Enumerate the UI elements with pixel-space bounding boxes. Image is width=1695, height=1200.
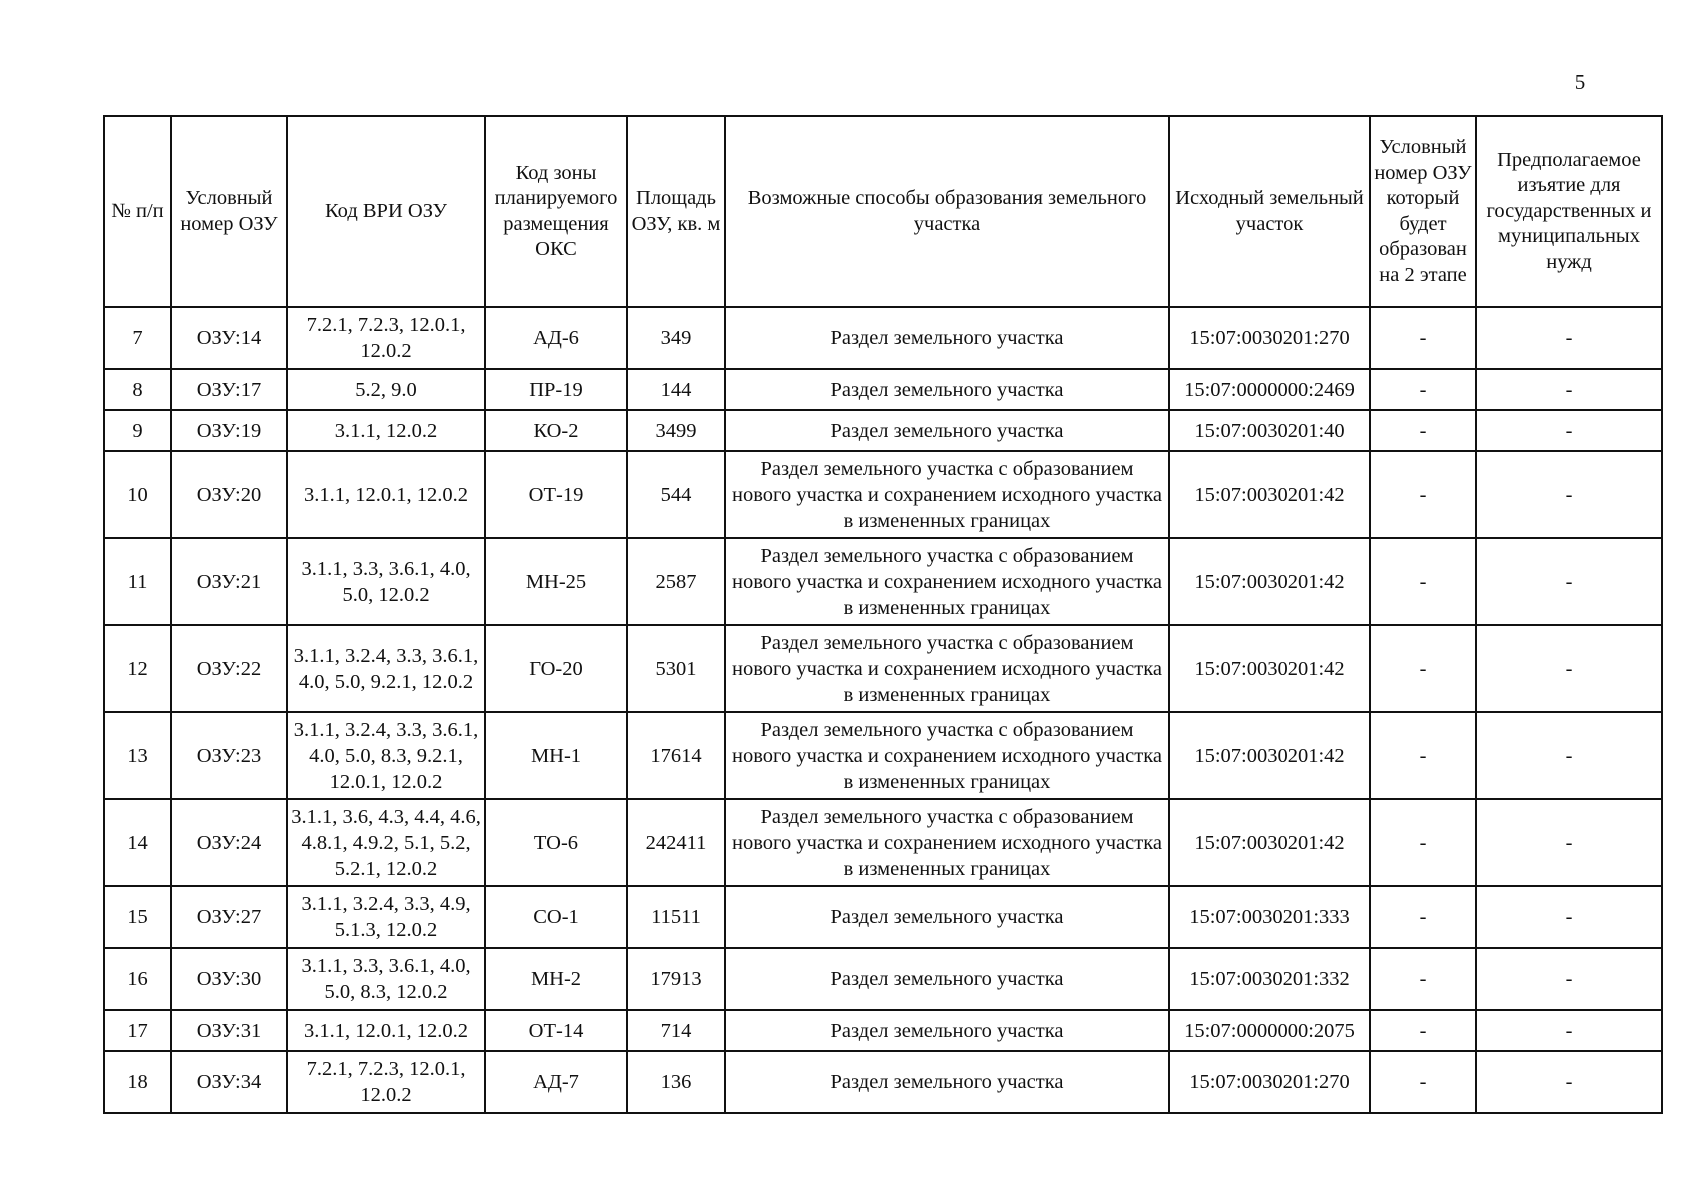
cell-zone-code: ОТ-19 — [485, 451, 627, 538]
cell-seizure: - — [1476, 625, 1662, 712]
cell-vri-code: 3.1.1, 12.0.1, 12.0.2 — [287, 1010, 485, 1051]
cell-ozu-number: ОЗУ:22 — [171, 625, 287, 712]
cell-stage2-number: - — [1370, 1010, 1476, 1051]
cell-area: 714 — [627, 1010, 725, 1051]
cell-row-index: 9 — [104, 410, 171, 451]
cell-row-index: 8 — [104, 369, 171, 410]
cell-source-plot: 15:07:0030201:40 — [1169, 410, 1370, 451]
cell-vri-code: 7.2.1, 7.2.3, 12.0.1, 12.0.2 — [287, 307, 485, 369]
cell-stage2-number: - — [1370, 369, 1476, 410]
cell-ozu-number: ОЗУ:24 — [171, 799, 287, 886]
cell-formation-method: Раздел земельного участка — [725, 369, 1169, 410]
cell-row-index: 18 — [104, 1051, 171, 1113]
cell-source-plot: 15:07:0030201:42 — [1169, 799, 1370, 886]
header-cell-source-plot: Исходный земельный участок — [1169, 116, 1370, 307]
cell-source-plot: 15:07:0030201:333 — [1169, 886, 1370, 948]
cell-formation-method: Раздел земельного участка — [725, 1051, 1169, 1113]
table-row — [104, 712, 1662, 799]
cell-source-plot: 15:07:0000000:2075 — [1169, 1010, 1370, 1051]
header-cell-area: Площадь ОЗУ, кв. м — [627, 116, 725, 307]
cell-formation-method: Раздел земельного участка — [725, 410, 1169, 451]
header-cell-ozu-number: Условный номер ОЗУ — [171, 116, 287, 307]
table-row — [104, 451, 1662, 538]
cell-seizure: - — [1476, 410, 1662, 451]
cell-zone-code: ТО-6 — [485, 799, 627, 886]
cell-seizure: - — [1476, 451, 1662, 538]
cell-zone-code: АД-7 — [485, 1051, 627, 1113]
cell-seizure: - — [1476, 948, 1662, 1010]
cell-seizure: - — [1476, 369, 1662, 410]
cell-zone-code: МН-1 — [485, 712, 627, 799]
cell-stage2-number: - — [1370, 625, 1476, 712]
cell-seizure: - — [1476, 1010, 1662, 1051]
cell-ozu-number: ОЗУ:14 — [171, 307, 287, 369]
header-cell-seizure: Предполагаемое изъятие для государственных и муниципальных нужд — [1476, 116, 1662, 307]
cell-area: 5301 — [627, 625, 725, 712]
table-row — [104, 307, 1662, 369]
cell-row-index: 16 — [104, 948, 171, 1010]
cell-source-plot: 15:07:0000000:2469 — [1169, 369, 1370, 410]
cell-vri-code: 5.2, 9.0 — [287, 369, 485, 410]
cell-row-index: 14 — [104, 799, 171, 886]
cell-ozu-number: ОЗУ:17 — [171, 369, 287, 410]
cell-area: 136 — [627, 1051, 725, 1113]
table-header — [104, 116, 1662, 307]
cell-formation-method: Раздел земельного участка — [725, 307, 1169, 369]
table-row — [104, 1010, 1662, 1051]
cell-seizure: - — [1476, 712, 1662, 799]
cell-stage2-number: - — [1370, 307, 1476, 369]
table-body — [104, 307, 1662, 1113]
cell-zone-code: ПР-19 — [485, 369, 627, 410]
cell-zone-code: СО-1 — [485, 886, 627, 948]
table-row — [104, 538, 1662, 625]
cell-stage2-number: - — [1370, 410, 1476, 451]
cell-ozu-number: ОЗУ:34 — [171, 1051, 287, 1113]
cell-area: 144 — [627, 369, 725, 410]
cell-source-plot: 15:07:0030201:42 — [1169, 538, 1370, 625]
header-cell-formation-method: Возможные способы образования земельного участка — [725, 116, 1169, 307]
cell-row-index: 17 — [104, 1010, 171, 1051]
cell-source-plot: 15:07:0030201:42 — [1169, 625, 1370, 712]
cell-zone-code: МН-2 — [485, 948, 627, 1010]
cell-ozu-number: ОЗУ:30 — [171, 948, 287, 1010]
cell-stage2-number: - — [1370, 1051, 1476, 1113]
cell-formation-method: Раздел земельного участка — [725, 1010, 1169, 1051]
cell-stage2-number: - — [1370, 538, 1476, 625]
table-row — [104, 886, 1662, 948]
table-row — [104, 799, 1662, 886]
cell-area: 242411 — [627, 799, 725, 886]
cell-formation-method: Раздел земельного участка — [725, 886, 1169, 948]
cell-formation-method: Раздел земельного участка с образованием нового участка и сохранением исходного участка в измененных границах — [725, 538, 1169, 625]
cell-seizure: - — [1476, 307, 1662, 369]
cell-stage2-number: - — [1370, 451, 1476, 538]
cell-ozu-number: ОЗУ:19 — [171, 410, 287, 451]
header-row — [104, 116, 1662, 307]
cell-vri-code: 3.1.1, 12.0.1, 12.0.2 — [287, 451, 485, 538]
cell-vri-code: 3.1.1, 3.2.4, 3.3, 3.6.1, 4.0, 5.0, 8.3, 9.2.1, 12.0.1, 12.0.2 — [287, 712, 485, 799]
header-cell-zone-code: Код зоны планируемого размещения ОКС — [485, 116, 627, 307]
cell-zone-code: АД-6 — [485, 307, 627, 369]
header-cell-vri-code: Код ВРИ ОЗУ — [287, 116, 485, 307]
cell-ozu-number: ОЗУ:31 — [171, 1010, 287, 1051]
cell-row-index: 15 — [104, 886, 171, 948]
land-plots-table — [103, 115, 1663, 1114]
cell-ozu-number: ОЗУ:21 — [171, 538, 287, 625]
cell-area: 17913 — [627, 948, 725, 1010]
cell-stage2-number: - — [1370, 948, 1476, 1010]
cell-source-plot: 15:07:0030201:332 — [1169, 948, 1370, 1010]
cell-area: 544 — [627, 451, 725, 538]
cell-row-index: 13 — [104, 712, 171, 799]
cell-vri-code: 3.1.1, 12.0.2 — [287, 410, 485, 451]
cell-ozu-number: ОЗУ:20 — [171, 451, 287, 538]
cell-seizure: - — [1476, 799, 1662, 886]
cell-stage2-number: - — [1370, 886, 1476, 948]
cell-formation-method: Раздел земельного участка с образованием нового участка и сохранением исходного участка в измененных границах — [725, 451, 1169, 538]
table-row — [104, 369, 1662, 410]
cell-area: 3499 — [627, 410, 725, 451]
cell-formation-method: Раздел земельного участка с образованием нового участка и сохранением исходного участка в измененных границах — [725, 799, 1169, 886]
cell-stage2-number: - — [1370, 712, 1476, 799]
cell-row-index: 12 — [104, 625, 171, 712]
cell-seizure: - — [1476, 1051, 1662, 1113]
cell-area: 17614 — [627, 712, 725, 799]
cell-zone-code: ГО-20 — [485, 625, 627, 712]
cell-vri-code: 3.1.1, 3.3, 3.6.1, 4.0, 5.0, 8.3, 12.0.2 — [287, 948, 485, 1010]
cell-seizure: - — [1476, 886, 1662, 948]
cell-stage2-number: - — [1370, 799, 1476, 886]
cell-vri-code: 3.1.1, 3.2.4, 3.3, 3.6.1, 4.0, 5.0, 9.2.1, 12.0.2 — [287, 625, 485, 712]
cell-formation-method: Раздел земельного участка — [725, 948, 1169, 1010]
page-number: 5 — [1574, 70, 1586, 94]
cell-source-plot: 15:07:0030201:270 — [1169, 307, 1370, 369]
table-row — [104, 1051, 1662, 1113]
cell-formation-method: Раздел земельного участка с образованием нового участка и сохранением исходного участка в измененных границах — [725, 625, 1169, 712]
header-cell-stage2-number: Условный номер ОЗУ который будет образован на 2 этапе — [1370, 116, 1476, 307]
cell-zone-code: ОТ-14 — [485, 1010, 627, 1051]
cell-area: 11511 — [627, 886, 725, 948]
table-row — [104, 625, 1662, 712]
cell-area: 349 — [627, 307, 725, 369]
cell-zone-code: МН-25 — [485, 538, 627, 625]
cell-vri-code: 3.1.1, 3.6, 4.3, 4.4, 4.6, 4.8.1, 4.9.2, 5.1, 5.2, 5.2.1, 12.0.2 — [287, 799, 485, 886]
cell-vri-code: 7.2.1, 7.2.3, 12.0.1, 12.0.2 — [287, 1051, 485, 1113]
table-row — [104, 410, 1662, 451]
header-cell-index: № п/п — [104, 116, 171, 307]
cell-seizure: - — [1476, 538, 1662, 625]
cell-vri-code: 3.1.1, 3.2.4, 3.3, 4.9, 5.1.3, 12.0.2 — [287, 886, 485, 948]
cell-row-index: 7 — [104, 307, 171, 369]
cell-source-plot: 15:07:0030201:42 — [1169, 712, 1370, 799]
cell-vri-code: 3.1.1, 3.3, 3.6.1, 4.0, 5.0, 12.0.2 — [287, 538, 485, 625]
cell-ozu-number: ОЗУ:23 — [171, 712, 287, 799]
cell-zone-code: КО-2 — [485, 410, 627, 451]
cell-area: 2587 — [627, 538, 725, 625]
cell-ozu-number: ОЗУ:27 — [171, 886, 287, 948]
cell-row-index: 10 — [104, 451, 171, 538]
cell-source-plot: 15:07:0030201:270 — [1169, 1051, 1370, 1113]
table-row — [104, 948, 1662, 1010]
cell-row-index: 11 — [104, 538, 171, 625]
cell-formation-method: Раздел земельного участка с образованием нового участка и сохранением исходного участка в измененных границах — [725, 712, 1169, 799]
cell-source-plot: 15:07:0030201:42 — [1169, 451, 1370, 538]
